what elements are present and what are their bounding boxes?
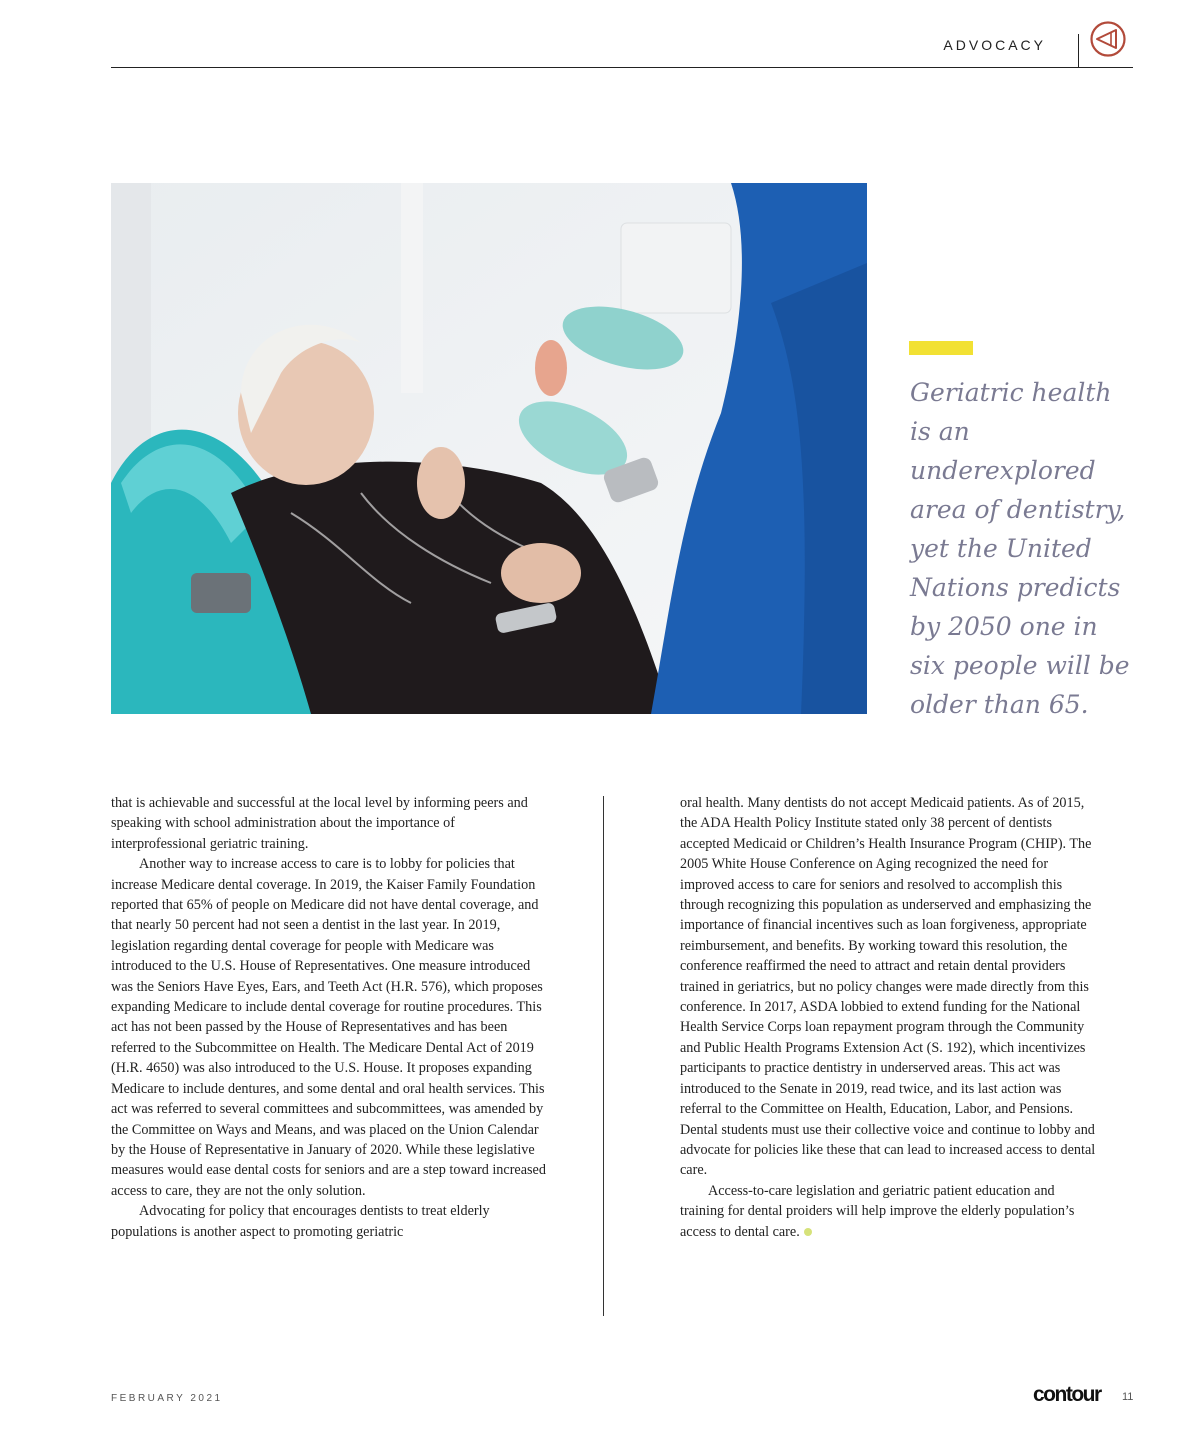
paragraph: [680, 1181, 1100, 1242]
header-divider: [1078, 34, 1079, 68]
article-photo: [111, 183, 867, 714]
paragraph: that is achievable and successful at the local level by informing peers and speaking with school administration about the importance of interprofessional geriatric training.: [111, 795, 528, 852]
page-number: 11: [1122, 1391, 1134, 1403]
magazine-logo: contour: [1033, 1383, 1101, 1406]
megaphone-icon: [1089, 20, 1127, 58]
end-of-article-mark: [804, 1228, 812, 1236]
paragraph-text: Access-to-care legislation and geriatric patient education and training for dental proiders will help improve the elderly population’s access to dental care.: [680, 1182, 1075, 1240]
column-divider: [603, 796, 604, 1316]
paragraph: oral health. Many dentists do not accept Medicaid patients. As of 2015, the ADA Health Policy Institute stated only 38 percent of dentists accepted Medicaid or Children’s Health Insurance Program (CHIP). The 2005 White House Conference on Aging recognized the need for improved access to care for seniors and resolved to accomplish this through recognizing this population as underserved and emphasizing the importance of financial incentives such as loan forgiveness, appropriate reimbursement, and benefits. By working toward this resolution, the conference reaffirmed the need to attract and retain dental providers trained in geriatrics, but no policy changes were made directly from this conference. In 2017, ASDA lobbied to extend funding for the National Health Service Corps loan repayment program through the Community and Public Health Programs Extension Act (S. 192), which incentivizes participants to practice dentistry in underserved areas. This act was introduced to the Senate in 2019, read twice, and its last action was referral to the Committee on Health, Education, Labor, and Pensions. Dental students must use their collective voice and continue to lobby and advocate for policies like these that can lead to increased access to dental care.: [680, 795, 1096, 1179]
photo-illustration: [111, 183, 867, 714]
article-column-left: [111, 793, 551, 1242]
section-label: ADVOCACY: [943, 37, 1046, 53]
paragraph: Advocating for policy that encourages dentists to treat elderly populations is another aspect to promoting geriatric: [111, 1203, 490, 1240]
paragraph: Another way to increase access to care is to lobby for policies that increase Medicare dental coverage. In 2019, the Kaiser Family Foundation reported that 65% of people on Medicare did not have dental coverage, and that nearly 50 percent had not seen a dentist in the last year. In 2019, legislation regarding dental coverage for people with Medicare was introduced to the U.S. House of Representatives. One measure introduced was the Seniors Have Eyes, Ears, and Teeth Act (H.R. 576), which proposes expanding Medicare to include dental coverage for routine procedures. This act has not been passed by the House of Representatives and has been referred to the Subcommittee on Health. The Medicare Dental Act of 2019 (H.R. 4650) was also introduced to the U.S. House. It proposes expanding Medicare to include dentures, and some dental and oral health services. This act was referred to several committees and subcommittees, was amended by the Committee on Ways and Means, and was placed on the Union Calendar by the House of Representative in January of 2020. While these legislative measures would ease dental costs for seniors and are a step toward increased access to care, they are not the only solution.: [111, 856, 546, 1199]
pull-quote: Geriatric health is an underexplored area of dentistry, yet the United Nations predicts by 2050 one in six people will be older than 65.: [910, 378, 1130, 719]
header-rule: [111, 67, 1133, 68]
pull-quote-accent-bar: [909, 341, 973, 355]
article-column-right: [680, 793, 1100, 1242]
footer-date: FEBRUARY 2021: [111, 1393, 223, 1404]
